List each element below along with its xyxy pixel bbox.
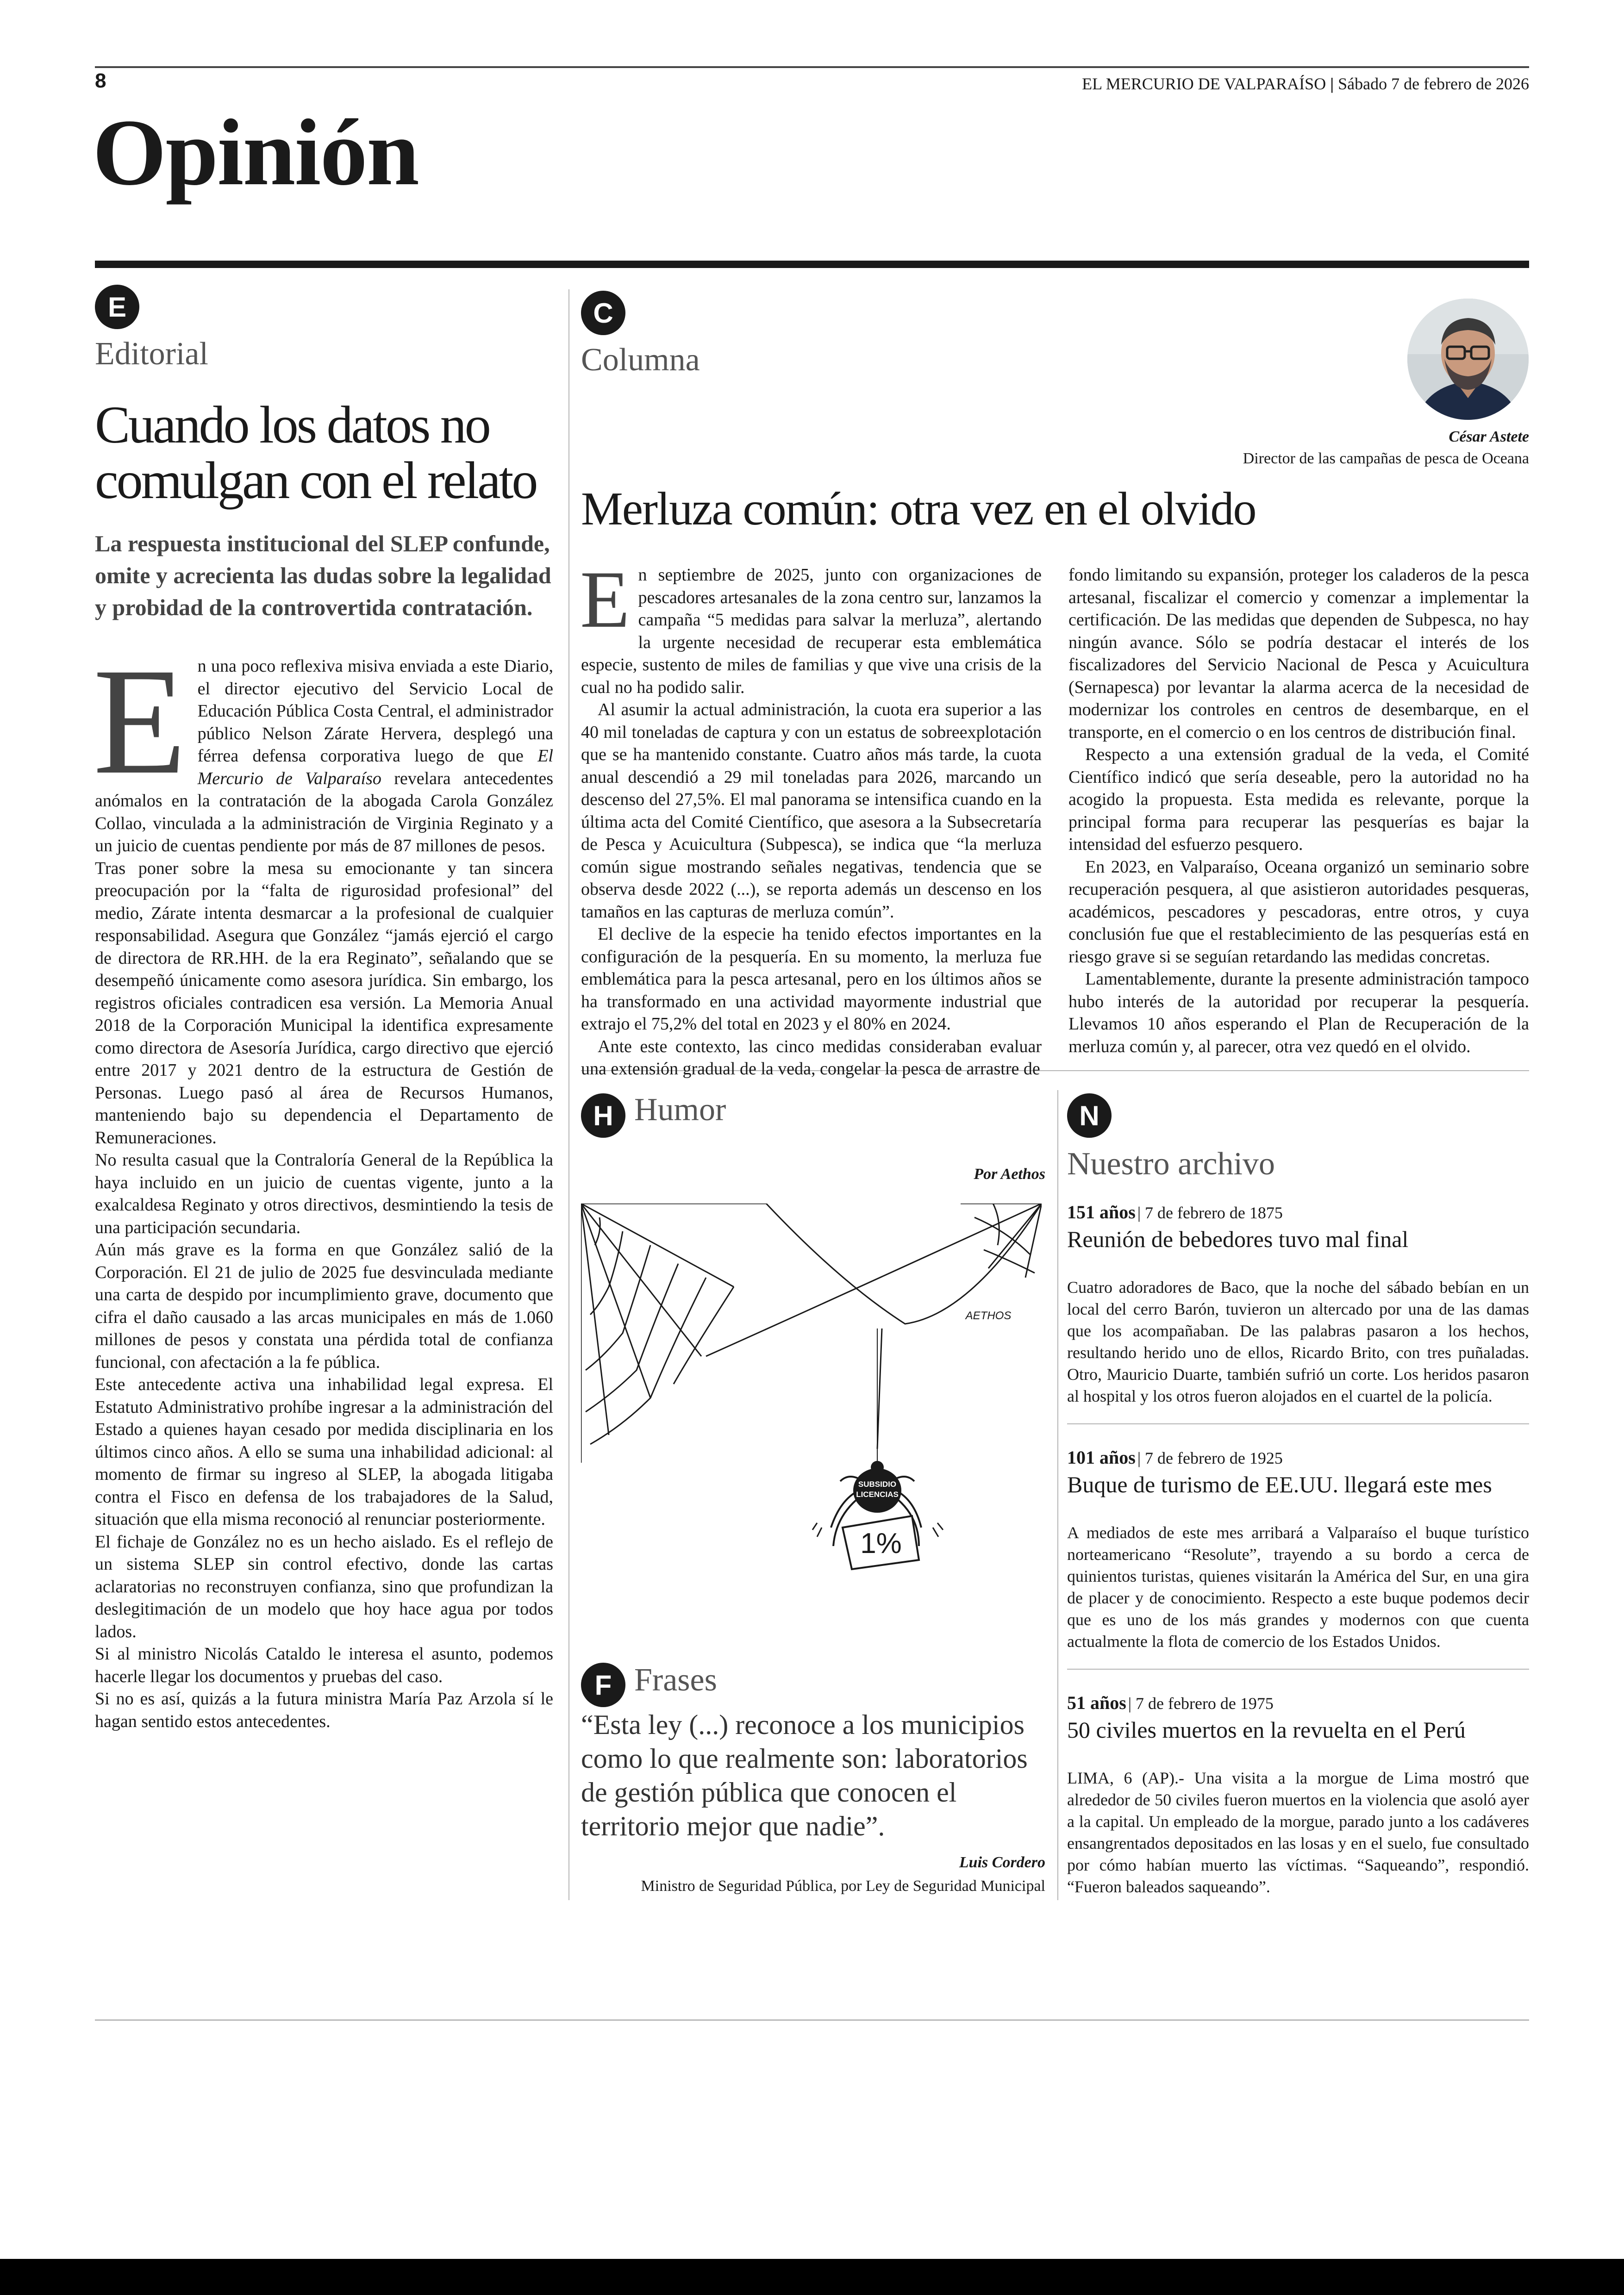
frases-badge: F <box>581 1663 625 1707</box>
column-title: Merluza común: otra vez en el olvido <box>581 483 1256 535</box>
column-paragraph: Respecto a una extensión gradual de la veda, el Comité Científico indicó que sería deseable, pero la autoridad no ha acogido la propuesta. Esta medida es relevante, porque la principal forma para recuperar las pesquerías es bajar la intensidad del esfuerzo pesquero. <box>1068 745 1529 854</box>
editorial-paragraph: Tras poner sobre la mesa su emocionante y tan sincera preocupación por la “falta de rigurosidad profesional” del medio, Zárate intenta desmarcar a la profesional de cualquier responsabilidad. Asegura que González “jamás ejerció el cargo de directora de RR.HH. de la era Reginato”, señalando que se desempeñó únicamente como asesora jurídica. Sin embargo, los registros oficiales contradicen esa versión. La Memoria Anual 2018 de la Corporación Municipal la identifica expresamente como directora de Asesoría Jurídica, cargo directivo que ejerció entre 2017 y 2021 dentro de la estructura de Gestión de Personas. Luego pasó al área de Recursos Humanos, manteniendo bajo su dependencia el Departamento de Remuneraciones. <box>95 858 553 1148</box>
header-top-rule <box>95 66 1529 68</box>
archive-item-title: Buque de turismo de EE.UU. llegará este mes <box>1067 1472 1492 1497</box>
column-author-role: Director de las campañas de pesca de Oceana <box>1243 450 1529 467</box>
archive-separator: | <box>1137 1204 1145 1222</box>
editorial-paragraph: Si no es así, quizás a la futura ministra María Paz Arzola sí le hagan sentido estos antecedentes. <box>95 1689 553 1731</box>
archivo-badge: N <box>1067 1093 1112 1138</box>
newspaper-name: EL MERCURIO DE VALPARAÍSO <box>1082 75 1326 93</box>
masthead-line <box>1082 74 1529 94</box>
archive-separator: | <box>1137 1449 1145 1467</box>
column-paragraph: El declive de la especie ha tenido efectos importantes en la configuración de la pesquería. En su momento, la merluza fue emblemática para la pesca artesanal, pero en los últimos años se ha transformado en una actividad mayormente industrial que extrajo el 75,2% del total en 2023 y el 80% en 2024. <box>581 924 1042 1034</box>
spider-label-2: LICENCIAS <box>856 1490 899 1499</box>
column-dropcap: E <box>580 555 630 645</box>
humor-cartoon <box>581 1204 1042 1611</box>
archive-years: 51 años <box>1067 1692 1126 1713</box>
editorial-label: Editorial <box>95 336 208 372</box>
editorial-paragraph: No resulta casual que la Contraloría General de la República la haya incluido en un juicio de cuentas vigente, junto a la exalcaldesa Reginato y otros directivos, desmintiendo la tesis de una participación secundaria. <box>95 1150 553 1237</box>
frases-role: Ministro de Seguridad Pública, por Ley de Seguridad Municipal <box>641 1877 1045 1895</box>
archive-separator: | <box>1128 1694 1136 1713</box>
column-paragraph: fondo limitando su expansión, proteger los caladeros de la pesca artesanal, fiscalizar el comercio y comenzar a implementar la certificación. De las medidas que dependen de Subpesca, no hay ningún avance. Sólo se podría destacar el interés de los fiscalizadores del Servicio Nacional de Pesca y Acuicultura (Sernapesca) por levantar la alarma acerca de la necesidad de modernizar los controles en centros de desembarque, en el transporte, en el comercio o en los centros de distribución final. <box>1068 565 1529 742</box>
editorial-paragraph: Si al ministro Nicolás Cataldo le interesa el asunto, podemos hacerle llegar los documentos y pruebas del caso. <box>95 1644 553 1686</box>
column-paragraph: Al asumir la actual administración, la cuota era superior a las 40 mil toneladas de captura y con un estatus de sobreexplotación que se ha mantenido constante. Cuatro años más tarde, la cuota anual descendió a 29 mil toneladas para 2026, marcando un descenso del 27,5%. El mal panorama se intensifica cuando en la última acta del Comité Científico, que asesora a la Subsecretaría de Pesca y Acuicultura (Subpesca), se indica que “la merluza común sigue mostrando señales negativas, tendencia que se observa desde 2022 (...), se reporta además un descenso en los tamaños en las capturas de merluza común”. <box>581 700 1042 922</box>
archive-years: 101 años <box>1067 1447 1136 1468</box>
archive-item-title: Reunión de bebedores tuvo mal final <box>1067 1226 1409 1252</box>
editorial-lead: La respuesta institucional del SLEP confunde, omite y acrecienta las dudas sobre la legalidad y probidad de la controvertida contratación. <box>95 530 551 620</box>
archive-item-text: A mediados de este mes arribará a Valparaíso el buque turístico norteamericano “Resolute”, trayendo a su bordo a cerca de quinientos turistas, quienes visitarán la América del Sur, en una gira de placer y de conocimiento. Respecto a este buque podemos decir que es uno de los más grandes y modernos con que cuenta actualmente la flota de comercio de los Estados Unidos. <box>1067 1523 1529 1651</box>
editorial-body <box>93 637 553 1733</box>
column-body-left <box>580 555 1042 1080</box>
section-title: Opinión <box>93 100 418 205</box>
spider-label-1: SUBSIDIO <box>858 1480 897 1489</box>
cartoon-signature: AETHOS <box>965 1310 1012 1322</box>
archive-date: 7 de febrero de 1875 <box>1145 1204 1283 1222</box>
divider-humor-archive <box>1057 1090 1058 1900</box>
column-label: Columna <box>581 342 700 378</box>
column-author-name: César Astete <box>1449 428 1529 445</box>
page-bottom-rule <box>95 2020 1529 2021</box>
archive-date: 7 de febrero de 1975 <box>1136 1694 1274 1713</box>
archive-years: 151 años <box>1067 1202 1136 1222</box>
frases-author: Luis Cordero <box>959 1854 1045 1871</box>
humor-badge: H <box>581 1093 625 1138</box>
column-paragraph: Ante este contexto, las cinco medidas consideraban evaluar una extensión gradual de la veda, congelar la pesca de arrastre de <box>581 1036 1042 1079</box>
newspaper-mention: El Mercurio de Valparaíso <box>197 746 553 788</box>
editorial-paragraph-first: En una poco reflexiva misiva enviada a este Diario, el director ejecutivo del Servicio Local de Educación Pública Costa Central, el administrador público Nelson Zárate Hervera, desplegó una férrea defensa corporativa luego de que El Mercurio de Valparaíso revelara antecedentes anómalos en la contratación de la abogada Carola González Collao, vinculada a la administración de Virginia Reginato y a un juicio de cuentas pendiente por más de 87 millones de pesos. <box>93 637 553 855</box>
spider-cartoon-icon <box>581 1204 1042 1611</box>
column-paragraph: Lamentablemente, durante la presente administración tampoco hubo interés de la autoridad por recuperar la pesquería. Llevamos 10 años esperando el Plan de Recuperación de la merluza común y, al parecer, otra vez quedó en el olvido. <box>1068 969 1529 1056</box>
humor-label: Humor <box>634 1092 726 1128</box>
archive-item-title: 50 civiles muertos en la revuelta en el Perú <box>1067 1717 1466 1743</box>
archive-item-header <box>1067 1447 1283 1468</box>
bottom-black-bar <box>0 2259 1624 2295</box>
archive-date: 7 de febrero de 1925 <box>1145 1449 1283 1467</box>
archive-item-header <box>1067 1692 1274 1714</box>
editorial-paragraph: El fichaje de González no es un hecho aislado. Es el reflejo de un sistema SLEP sin control efectivo, donde las cartas aclaratorias no reconstruyen confianza, sino que profundizan la deslegitimación de un modelo que hoy hace agua por todos lados. <box>95 1532 553 1641</box>
archive-divider <box>1067 1423 1529 1424</box>
author-portrait-icon <box>1407 299 1529 420</box>
editorial-badge: E <box>95 285 139 329</box>
archive-item-header <box>1067 1201 1283 1223</box>
column-badge: C <box>581 291 625 335</box>
column-body-right <box>1068 564 1529 1058</box>
issue-date: Sábado 7 de febrero de 2026 <box>1338 75 1529 93</box>
section-thick-rule <box>95 261 1529 268</box>
editorial-paragraph: Aún más grave es la forma en que González salió de la Corporación. El 21 de julio de 2025 fue desvinculada mediante una carta de despido por incumplimiento grave, documento que cifra el daño causado a las arcas municipales en más de 1.060 millones de pesos y constata una pérdida total de confianza funcional, con afectación a la fe pública. <box>95 1240 553 1372</box>
divider-editorial-column <box>568 289 569 1900</box>
sign-percent: 1% <box>860 1528 902 1559</box>
column-paragraph: En 2023, en Valparaíso, Oceana organizó un seminario sobre recuperación pesquera, al que asistieron autoridades pesqueras, académicos, pescadores y pescadoras, entre otros, y cuya conclusión fue que el restablecimiento de las pesquerías está en riesgo grave si se seguían retardando las medidas concretas. <box>1068 857 1529 967</box>
archive-divider <box>1067 1669 1529 1670</box>
page-number: 8 <box>95 69 106 92</box>
archive-item-text: Cuatro adoradores de Baco, que la noche del sábado bebían en un local del cerro Barón, tuvieron un altercado por una de las damas que los acompañaban. De las palabras pasaron a los hechos, resultando herido uno de ellos, Ricardo Brito, con tres puñaladas. Otro, Mauricio Duarte, también sufrió un corte. Los heridos pasaron al hospital y los otros fueron alojados en el cuartel de la policía. <box>1067 1278 1529 1405</box>
editorial-dropcap: E <box>93 637 187 806</box>
frases-quote: “Esta ley (...) reconoce a los municipios como lo que realmente son: laboratorios de gestión pública que conocen el territorio mejor que nadie”. <box>581 1709 1028 1841</box>
column-paragraph-first: En septiembre de 2025, junto con organizaciones de pescadores artesanales de la zona centro sur, lanzamos la campaña “5 medidas para salvar la merluza”, alertando la urgente necesidad de recuperar esta emblemática especie, sustento de miles de familias y que vive una crisis de la cual no ha podido salir. <box>580 555 1042 697</box>
author-photo <box>1407 299 1529 420</box>
archive-item-text: LIMA, 6 (AP).- Una visita a la morgue de Lima mostró que alrededor de 50 civiles fueron muertos en la violencia que asoló ayer a la capital. Un empleado de la morgue, parado junto a los cadáveres ensangrentados depositados en las losas y en el suelo, fue consultado por cómo habían muerto las víctimas. “Saqueando”, respondió. “Fueron baleados saqueando”. <box>1067 1769 1529 1896</box>
masthead-separator: | <box>1330 75 1338 93</box>
frases-label: Frases <box>634 1662 717 1698</box>
humor-byline: Por Aethos <box>974 1166 1045 1183</box>
editorial-paragraph: Este antecedente activa una inhabilidad legal expresa. El Estatuto Administrativo prohíbe ingresar a la administración del Estado a quienes hayan cesado por medida disciplinaria en los últimos cinco años. A ello se suma una inhabilidad adicional: al momento de firmar su ingreso al SLEP, la abogada litigaba contra el Fisco en defensa de los trabajadores de la Salud, situación que ella misma reconoció al renunciar posteriormente. <box>95 1375 553 1529</box>
archivo-label: Nuestro archivo <box>1067 1146 1275 1182</box>
editorial-title: Cuando los datos no comulgan con el relato <box>95 395 537 510</box>
